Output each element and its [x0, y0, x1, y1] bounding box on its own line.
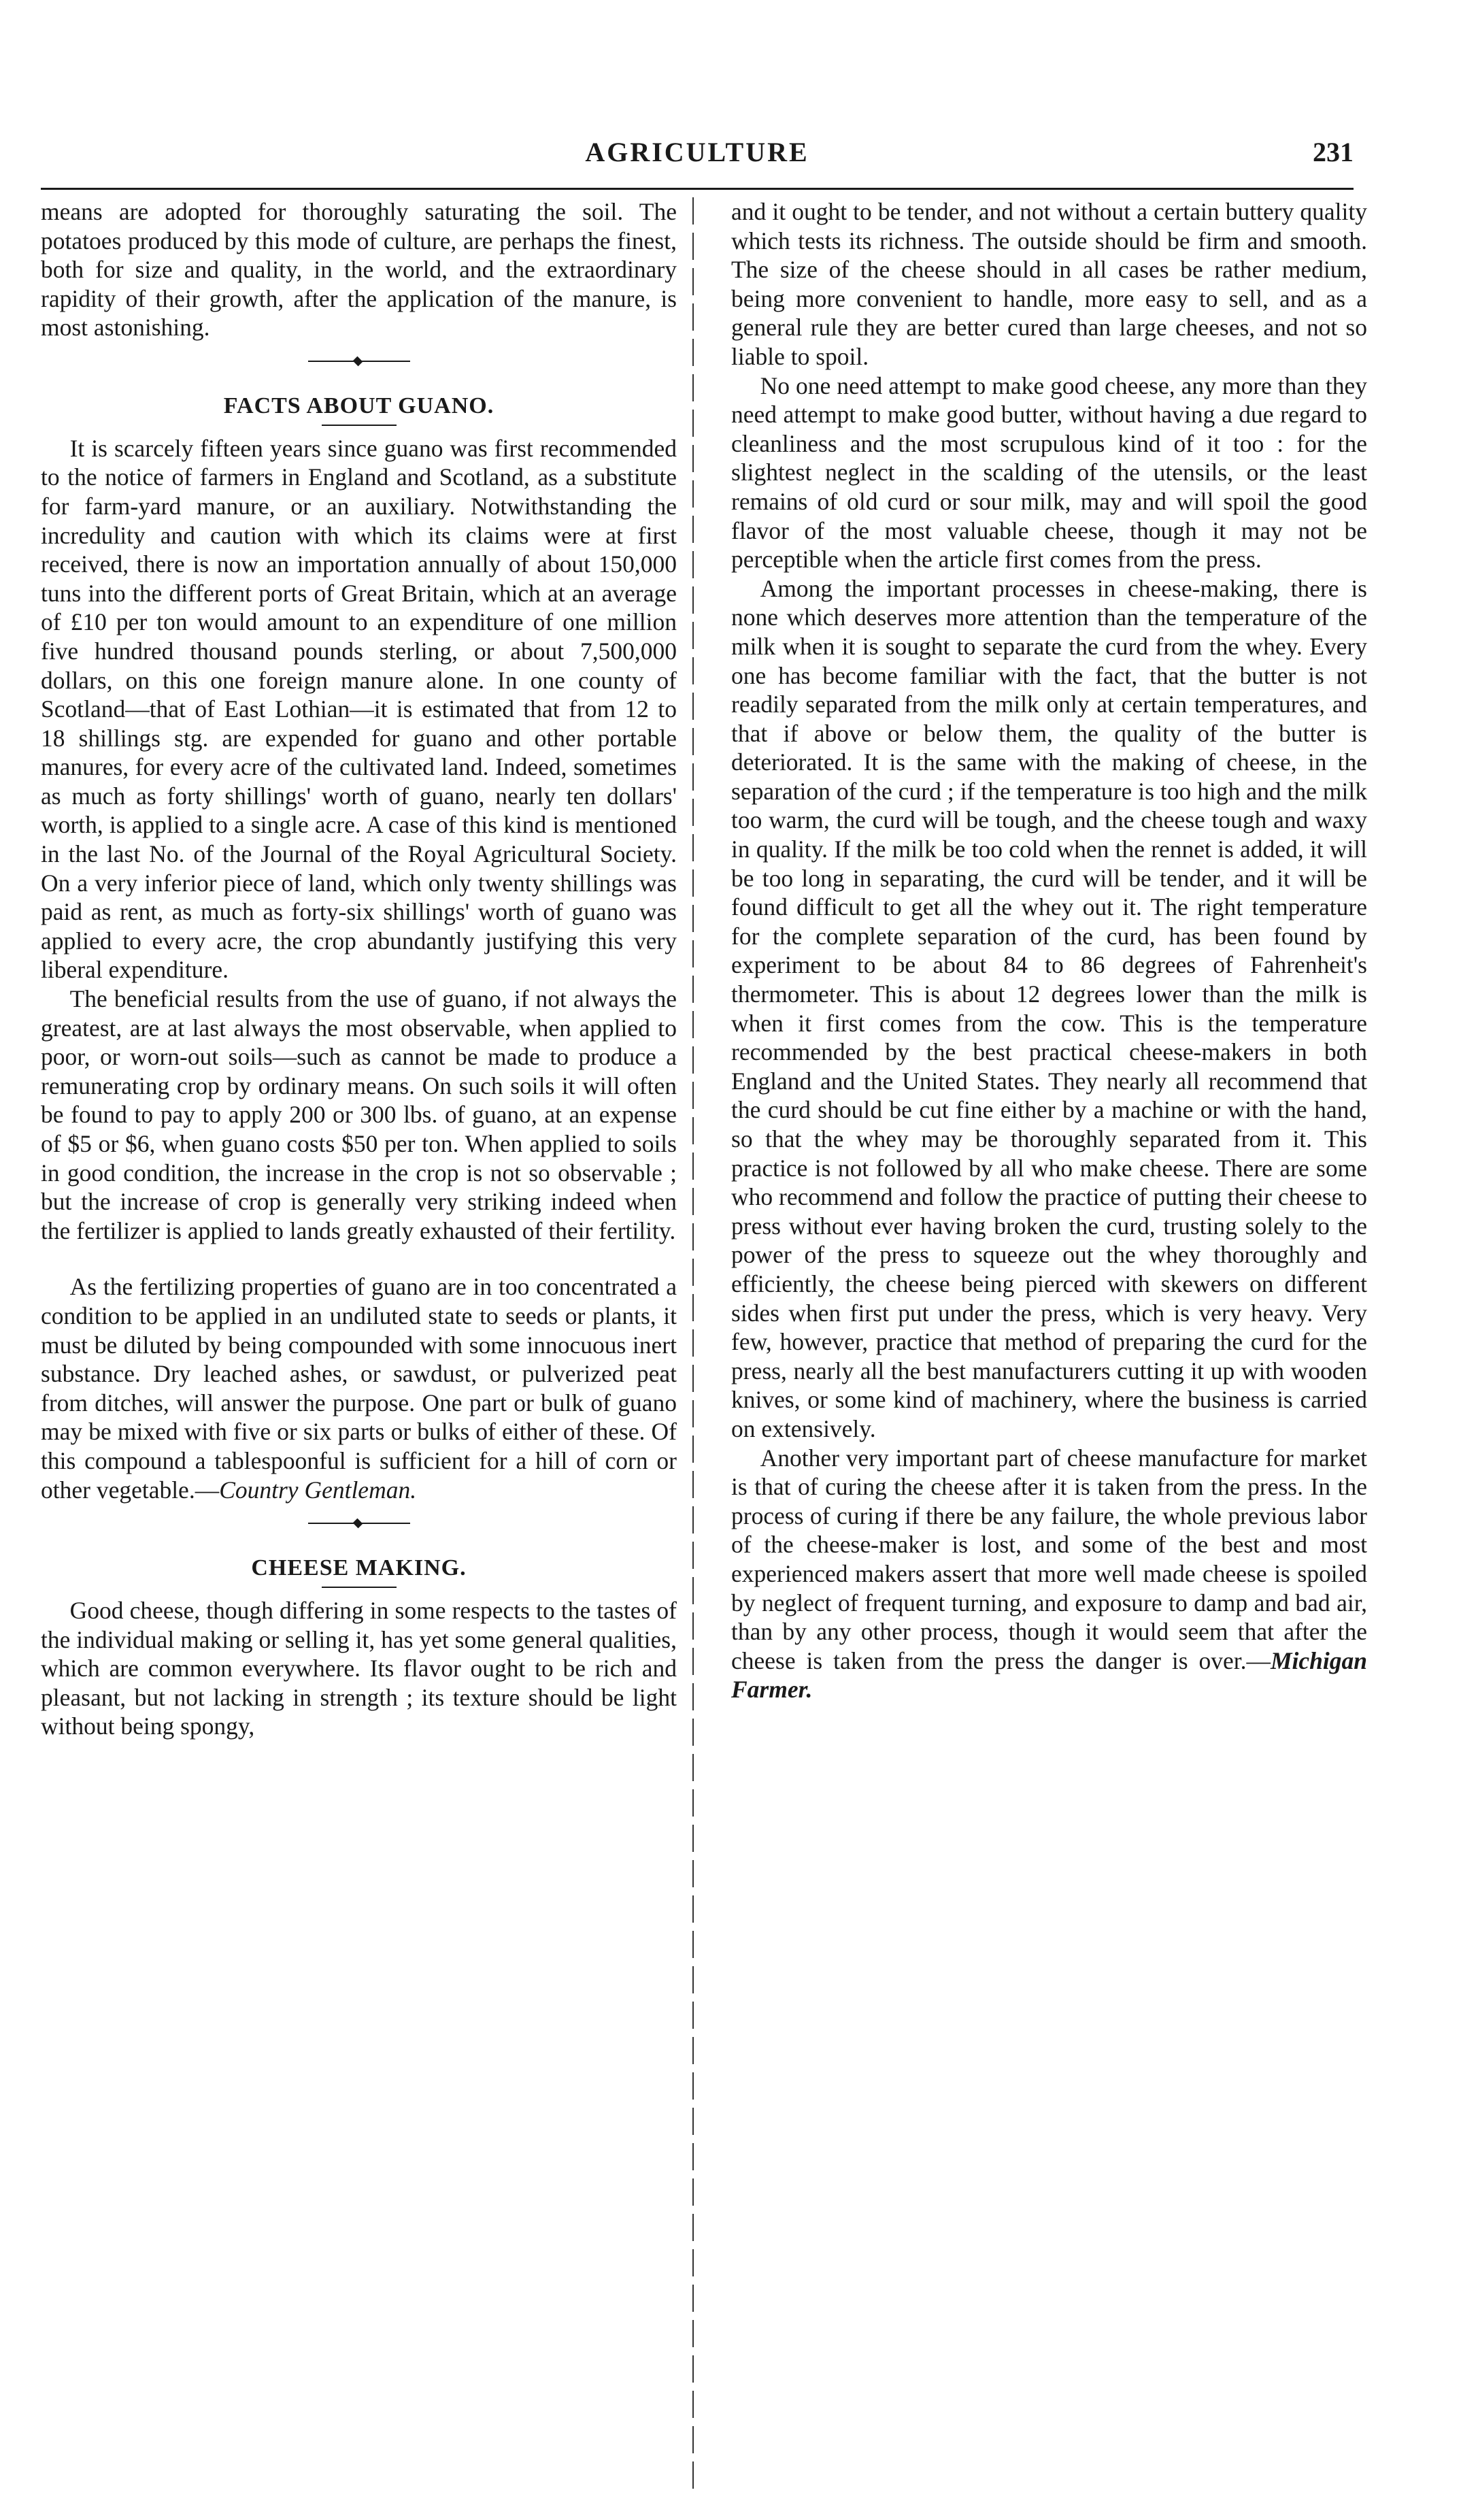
column-gap	[41, 1245, 677, 1272]
header-rule	[41, 188, 1354, 190]
cheese-credit: Michigan Farmer.	[731, 1646, 1367, 1704]
right-column	[731, 197, 1367, 1704]
cheese-paragraph-1: Good cheese, though differing in some respects to the tastes of the individual making or selling it, has yet some general qualities, which are common everywhere. Its flavor ought to be rich and pleasant, but not lacking in strength ; its texture should be light without being spongy,	[41, 1596, 677, 1740]
cheese-paragraph-3: Among the important processes in cheese-making, there is none which deserves more attention than the temperature of the milk when it is sought to separate the curd from the whey. Every one has become familiar with the fact, that the butter is not readily separated from the milk only at certain temperatures, and that if above or below them, the quality of the butter is deteriorated. It is the same with the making of cheese, in the separation of the curd ; if the temperature is too high and the milk too warm, the curd will be tough, and the cheese tough and waxy in quality. If the milk be too cold when the rennet is added, it will be too long in separating, the curd will be tender, and it will be found difficult to get all the whey out it. The right temperature for the complete separation of the curd, has been found by experiment to be about 84 to 86 degrees of Fahrenheit's thermometer. This is about 12 degrees lower than the milk is when it first comes from the cow. This is the temperature recommended by the best practical cheese-makers in both England and the United States. They nearly all recommend that the curd should be cut fine either by a machine or with the hand, so that the whey may be thoroughly separated from it. This practice is not followed by all who make cheese. There are some who recommend and follow the practice of putting their cheese to press without ever having broken the curd, trusting solely to the power of the press to squeeze out the whey thoroughly and efficiently, the cheese being pierced with skewers on different sides when first put under the press, which is very heavy. Very few, however, practice that method of preparing the curd for the press, nearly all the best manufacturers cutting it up with wooden knives, or some kind of machinery, where the business is carried on extensively.	[731, 574, 1367, 1442]
heading-rule	[322, 425, 397, 426]
heading-rule	[322, 1587, 397, 1588]
cheese-paragraph-4	[731, 1444, 1367, 1704]
intro-paragraph: means are adopted for thoroughly saturating the soil. The potatoes produced by this mode of culture, are perhaps the finest, both for size and quality, in the world, and the extraordinary rapidity of their growth, after the application of the manure, is most astonishing.	[41, 198, 677, 342]
cheese-paragraph-2: No one need attempt to make good cheese, any more than they need attempt to make good butter, without having a due regard to cleanliness and the most scrupulous kind of it too : for the slightest neglect in the scalding of the utensils, or the least remains of old curd or sour milk, may and will spoil the good flavor of the most valuable cheese, though it may not be perceptible when the article first comes from the press.	[731, 371, 1367, 574]
guano-heading: FACTS ABOUT GUANO.	[223, 393, 494, 418]
cheese-paragraph-1-continued: and it ought to be tender, and not without a certain buttery quality which tests its richness. The outside should be firm and smooth. The size of the cheese should in all cases be rather medium, being more convenient to handle, more easy to sell, and as a general rule they are better cured than large cheeses, and not so liable to spoil.	[731, 198, 1367, 370]
running-title: AGRICULTURE	[585, 137, 809, 167]
section-ornament	[308, 1519, 410, 1527]
page-header	[41, 136, 1354, 184]
guano-paragraph-3	[41, 1272, 677, 1504]
guano-paragraph-1: It is scarcely fifteen years since guano was first recommended to the notice of farmers in England and Scotland, as a substitute for farm-yard manure, or an auxiliary. Notwithstanding the incredulity and caution with which its claims were at first received, there is now an importation annually of about 150,000 tuns into the different ports of Great Britain, which at an average of £10 per ton would amount to an expenditure of one million five hundred thousand pounds sterling, or about 7,500,000 dollars, on this one foreign manure alone. In one county of Scotland—that of East Lothian—it is estimated that from 12 to 18 shillings stg. are expended for guano and other portable manures, for every acre of the cultivated land. Indeed, sometimes as much as forty shillings' worth of guano, nearly ten dollars' worth, is applied to a single acre. A case of this kind is mentioned in the last No. of the Journal of the Royal Agricultural Society. On a very inferior piece of land, which only twenty shillings was paid as rent, as much as forty-six shillings' worth of guano was applied to every acre, the crop abundantly justifying this very liberal expenditure.	[41, 434, 677, 984]
column-divider	[692, 197, 694, 2497]
page-number: 231	[1313, 137, 1354, 167]
guano-credit: Country Gentleman.	[219, 1476, 417, 1504]
section-ornament	[308, 357, 410, 365]
left-column	[41, 197, 677, 1741]
cheese-paragraph-4-text: Another very important part of cheese manufacture for market is that of curing the cheese after it is taken from the press. In the process of curing if there be any failure, the whole previous labor of the cheese-maker is lost, and some of the best and most experienced makers assert that more well made cheese is spoiled by neglect of frequent turning, and exposure to damp and bad air, than by any other process, though it would seem that after the cheese is taken from the press the danger is over.—	[731, 1444, 1367, 1674]
guano-paragraph-3-text: As the fertilizing properties of guano are in too concentrated a condition to be applied in an undiluted state to seeds or plants, it must be diluted by being compounded with some innocuous inert substance. Dry leached ashes, or sawdust, or pulverized peat from ditches, will answer the purpose. One part or bulk of guano may be mixed with five or six parts or bulks of either of these. Of this compound a tablespoonful is sufficient for a hill of corn or other vegetable.—	[41, 1273, 677, 1504]
guano-paragraph-2: The beneficial results from the use of guano, if not always the greatest, are at last always the most observable, when applied to poor, or worn-out soils—such as cannot be made to produce a remunerating crop by ordinary means. On such soils it will often be found to pay to apply 200 or 300 lbs. of guano, at an expense of $5 or $6, when guano costs $50 per ton. When applied to soils in good condition, the increase in the crop is not so observable ; but the increase of crop is generally very striking indeed when the fertilizer is applied to lands greatly exhausted of their fertility.	[41, 985, 677, 1244]
cheese-heading: CHEESE MAKING.	[251, 1555, 467, 1581]
